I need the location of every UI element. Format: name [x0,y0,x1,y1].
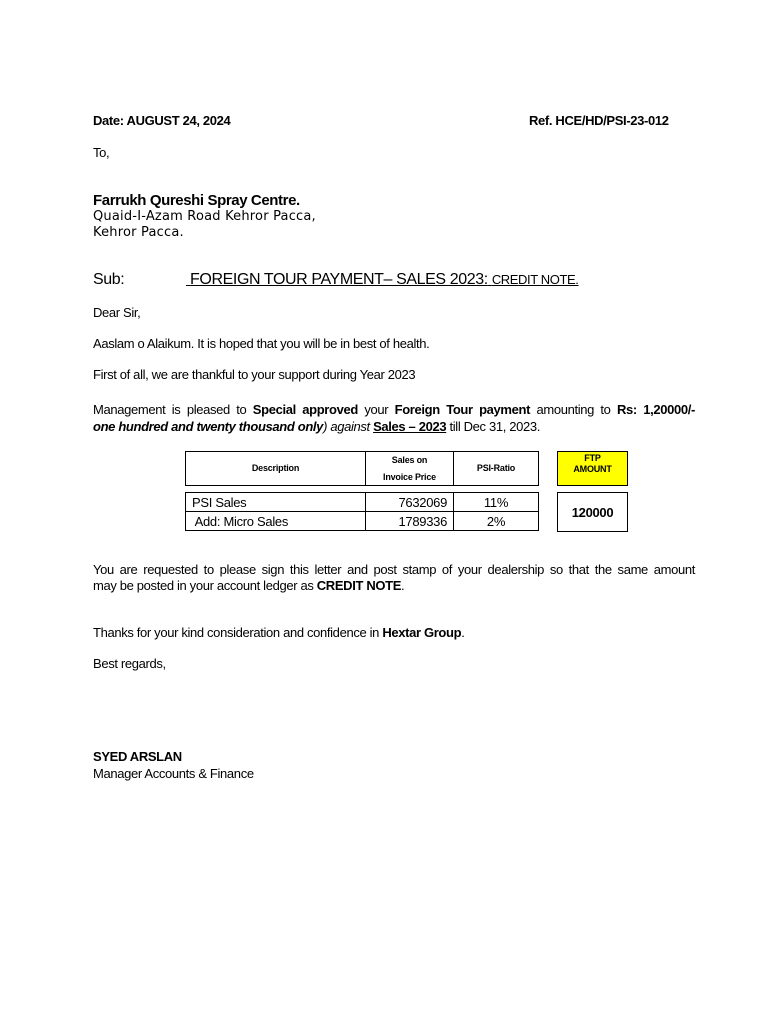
table-row-1-sales: 7632069 [365,492,454,512]
table-row-2-sales: 1789336 [365,511,454,531]
amount-rs-text: Rs: 1,20000/- [616,402,695,417]
management-text: Management is pleased to [93,402,247,417]
recipient-name: Farrukh Qureshi Spray Centre. [93,192,300,209]
management-text-your: your [364,402,389,417]
sales-2023-text: Sales – 2023 [373,419,447,434]
request-period: . [401,578,405,593]
against-text: ) against [323,419,370,434]
header-description: Description [185,451,366,486]
signatory-name: SYED ARSLAN [93,749,182,764]
table-row-1-description: PSI Sales [185,492,366,512]
thanks-support-line: First of all, we are thankful to your support during Year 2023 [93,367,416,382]
credit-note-text: CREDIT NOTE [316,578,402,593]
letter-date: Date: AUGUST 24, 2024 [93,113,231,128]
request-text: may be posted in your account ledger as [93,578,314,593]
company-name: Hextar Group [382,625,462,640]
best-regards: Best regards, [93,656,166,671]
ftp-amount-value: 120000 [557,492,628,532]
request-line1: You are requested to please sign this letter and post stamp of your dealership so that the same amount [93,562,695,577]
header-sales-line1: Sales on [391,454,428,465]
greeting-line: Aaslam o Alaikum. It is hoped that you will be in best of health. [93,336,430,351]
subject-credit-note: CREDIT NOTE. [491,272,579,287]
thanks-text: Thanks for your kind consideration and confidence in [93,625,380,640]
recipient-address-line2: Kehror Pacca. [93,225,184,240]
header-ftp-line1: FTP [584,453,601,463]
amount-in-words: one hundred and twenty thousand only [93,419,324,434]
header-sales-line2: Invoice Price [383,471,436,482]
recipient-address-line1: Quaid-I-Azam Road Kehror Pacca, [93,209,316,224]
signatory-title: Manager Accounts & Finance [93,766,254,781]
thanks-period: . [461,625,465,640]
to-line: To, [93,145,110,160]
header-sales-on-invoice [365,451,454,486]
amounting-to-text: amounting to [536,402,611,417]
header-psi-ratio: PSI-Ratio [453,451,539,486]
table-row-2-description: Add: Micro Sales [185,511,366,531]
table-row-2-ratio: 2% [453,511,539,531]
letter-reference: Ref. HCE/HD/PSI-23-012 [529,113,669,128]
special-approved-text: Special approved [252,402,358,417]
thanks-line [93,625,464,640]
foreign-tour-payment-text: Foreign Tour payment [394,402,531,417]
till-date-text: till Dec 31, 2023. [449,419,541,434]
table-row-1-ratio: 11% [453,492,539,512]
management-paragraph-line2 [93,419,540,434]
subject-line [186,271,579,289]
request-line2 [93,578,404,593]
salutation: Dear Sir, [93,305,141,320]
header-ftp-line2: AMOUNT [573,464,612,474]
subject-text: FOREIGN TOUR PAYMENT– SALES 2023: [190,271,488,288]
subject-label: Sub: [93,271,125,288]
header-ftp-amount [557,451,628,486]
management-paragraph-line1 [93,402,695,417]
